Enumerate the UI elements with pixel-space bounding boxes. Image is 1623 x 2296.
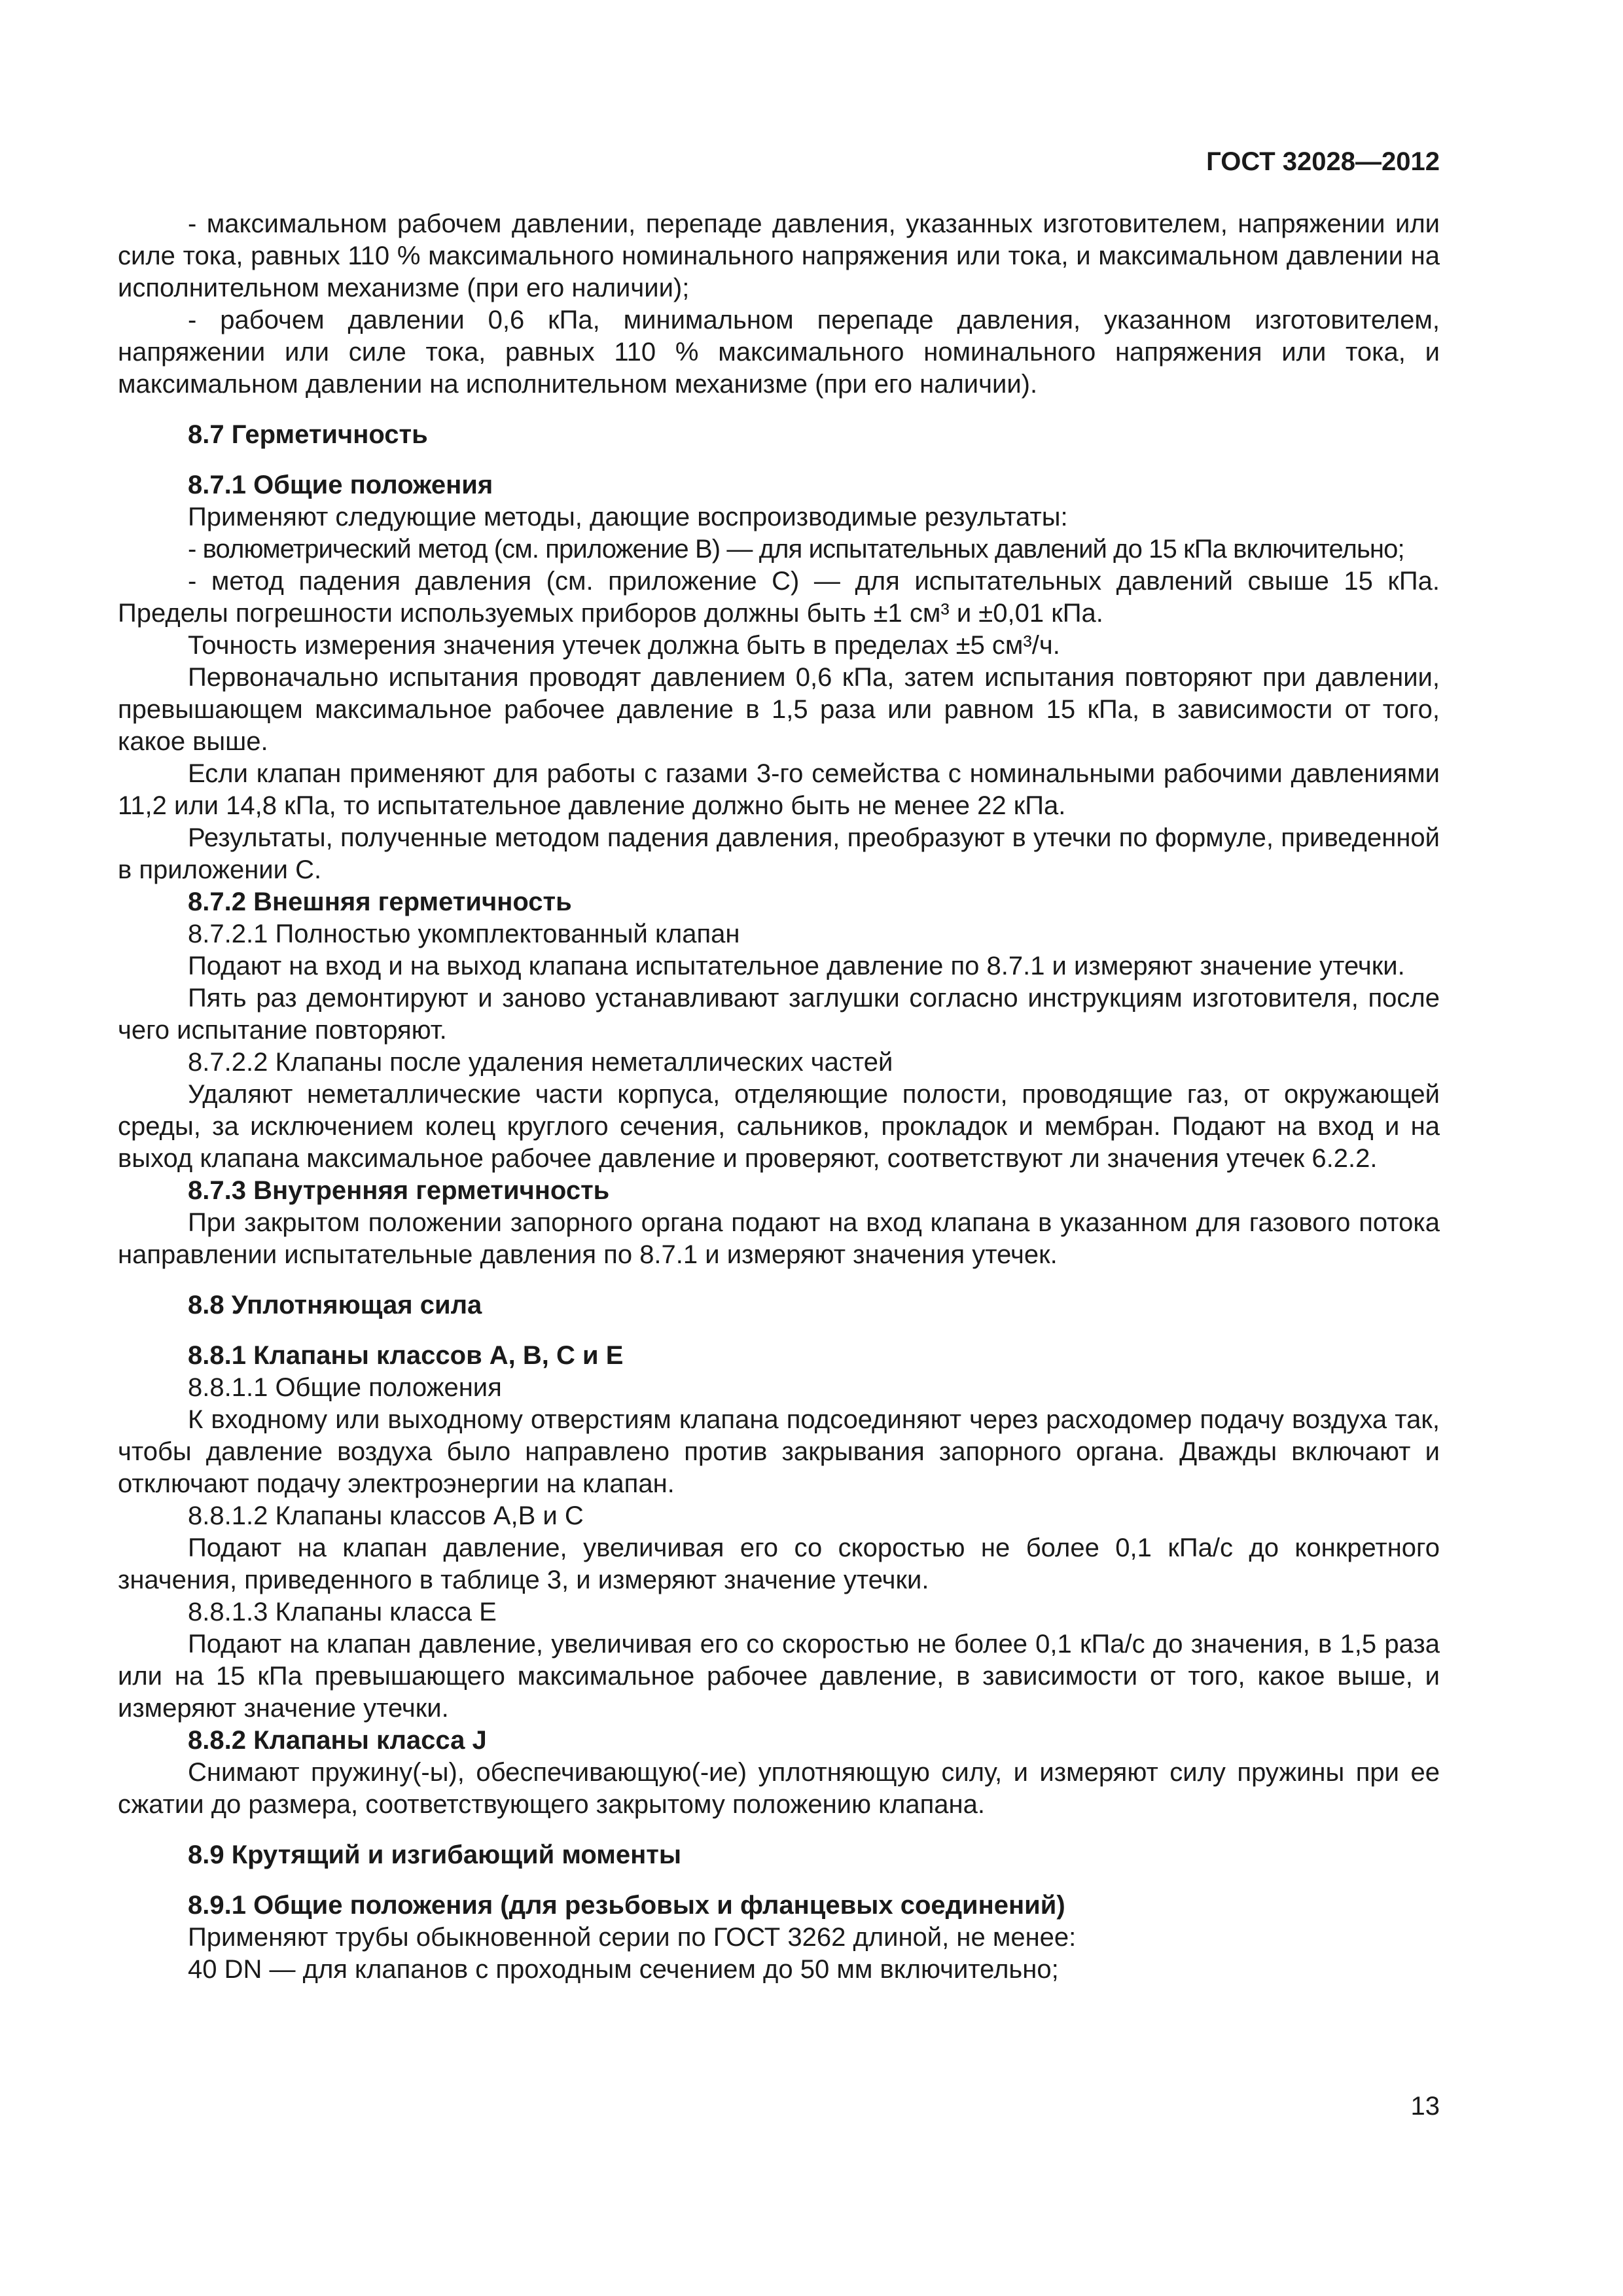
subsection-heading: 8.8.2 Клапаны класса J	[188, 1726, 487, 1755]
paragraph: Подают на клапан давление, увеличивая его со скоростью не более 0,1 кПа/с до конкретного значения, приведенного в таблице 3, и измеряют значение утечки.	[118, 1534, 1440, 1594]
paragraph: При закрытом положении запорного органа подают на вход клапана в указанном для газового потока направлении испытательные давления по 8.7.1 и измеряют значения утечек.	[118, 1208, 1440, 1269]
paragraph: Подают на клапан давление, увеличивая его со скоростью не более 0,1 кПа/с до значения, в 1,5 раза или на 15 кПа превышающего максимальное рабочее давление, в зависимости от того, какое выше, и измеряют значение утечки.	[118, 1630, 1440, 1723]
paragraph: Первоначально испытания проводят давлением 0,6 кПа, затем испытания повторяют при давлении, превышающем максимальное рабочее давление в 1,5 раза или равном 15 кПа, в зависимости от того, какое выше.	[118, 663, 1440, 756]
paragraph: Применяют следующие методы, дающие воспроизводимые результаты:	[188, 503, 1068, 531]
paragraph: Если клапан применяют для работы с газами 3-го семейства с номинальными рабочими давлениями 11,2 или 14,8 кПа, то испытательное давление должно быть не менее 22 кПа.	[118, 759, 1440, 820]
list-item: - метод падения давления (см. приложение С) — для испытательных давлений свыше 15 кПа. Пределы погрешности используемых приборов должны быть ±1 см³ и ±0,01 кПа.	[118, 567, 1440, 628]
paragraph: Снимают пружину(-ы), обеспечивающую(-ие) уплотняющую силу, и измеряют силу пружины при ее сжатии до размера, соответствующего закрытому положению клапана.	[118, 1758, 1440, 1819]
clause-heading: 8.7.2.1 Полностью укомплектованный клапан	[188, 920, 740, 948]
paragraph: Пять раз демонтируют и заново устанавливают заглушки согласно инструкциям изготовителя, после чего испытание повторяют.	[118, 984, 1440, 1045]
paragraph: Подают на вход и на выход клапана испытательное давление по 8.7.1 и измеряют значение утечки.	[188, 952, 1405, 980]
section-heading: 8.7 Герметичность	[188, 420, 428, 449]
subsection-heading: 8.7.1 Общие положения	[188, 471, 493, 499]
list-item: - волюметрический метод (см. приложение В) — для испытательных давлений до 15 кПа включительно;	[188, 535, 1404, 564]
subsection-heading: 8.8.1 Клапаны классов А, В, С и Е	[188, 1341, 624, 1370]
clause-heading: 8.8.1.3 Клапаны класса Е	[188, 1598, 497, 1626]
paragraph: Удаляют неметаллические части корпуса, отделяющие полости, проводящие газ, от окружающей среды, за исключением колец круглого сечения, сальников, прокладок и мембран. Подают на вход и на выход клапана максимальное рабочее давление и проверяют, соответствуют ли значения утечек 6.2.2.	[118, 1080, 1440, 1173]
clause-heading: 8.8.1.2 Клапаны классов А,В и С	[188, 1501, 584, 1530]
paragraph: Результаты, полученные методом падения давления, преобразуют в утечки по формуле, приведенной в приложении С.	[118, 823, 1440, 884]
paragraph: 40 DN — для клапанов с проходным сечением до 50 мм включительно;	[188, 1955, 1059, 1984]
paragraph: Применяют трубы обыкновенной серии по ГОСТ 3262 длиной, не менее:	[188, 1923, 1077, 1952]
subsection-heading: 8.7.2 Внешняя герметичность	[188, 888, 572, 916]
document-body	[118, 208, 1440, 1986]
document-header: ГОСТ 32028—2012	[1206, 147, 1440, 176]
section-heading: 8.9 Крутящий и изгибающий моменты	[188, 1840, 682, 1869]
clause-heading: 8.8.1.1 Общие положения	[188, 1373, 502, 1402]
clause-heading: 8.7.2.2 Клапаны после удаления неметаллических частей	[188, 1048, 893, 1077]
page-number: 13	[1410, 2092, 1440, 2121]
paragraph: - максимальном рабочем давлении, перепаде давления, указанных изготовителем, напряжении или силе тока, равных 110 % максимального номинального напряжения или тока, и максимальном давлении на исполнительном механизме (при его наличии);	[118, 209, 1440, 302]
subsection-heading: 8.9.1 Общие положения (для резьбовых и фланцевых соединений)	[188, 1891, 1065, 1920]
paragraph: - рабочем давлении 0,6 кПа, минимальном перепаде давления, указанном изготовителем, напряжении или силе тока, равных 110 % максимального номинального напряжения или тока, и максимальном давлении на исполнительном механизме (при его наличии).	[118, 306, 1440, 399]
subsection-heading: 8.7.3 Внутренняя герметичность	[188, 1176, 610, 1205]
section-heading: 8.8 Уплотняющая сила	[188, 1291, 482, 1319]
paragraph: Точность измерения значения утечек должна быть в пределах ±5 см³/ч.	[188, 631, 1060, 660]
paragraph: К входному или выходному отверстиям клапана подсоединяют через расходомер подачу воздуха так, чтобы давление воздуха было направлено против закрывания запорного органа. Дважды включают и отключают подачу электроэнергии на клапан.	[118, 1405, 1440, 1498]
